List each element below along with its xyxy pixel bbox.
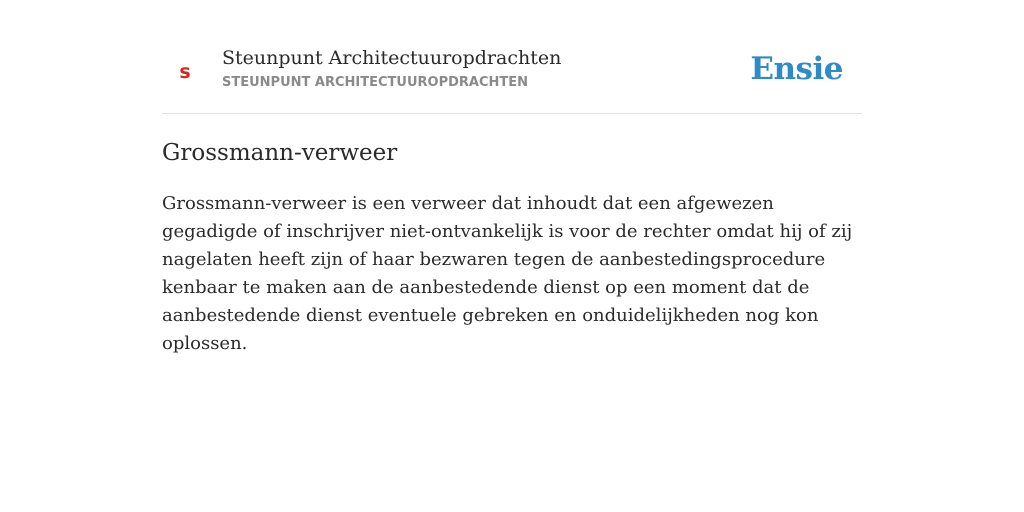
header bbox=[162, 38, 862, 114]
org-logo[interactable]: s bbox=[179, 61, 191, 83]
org-subtitle: STEUNPUNT ARCHITECTUUROPDRACHTEN bbox=[222, 75, 529, 90]
org-name-link[interactable]: Steunpunt Architectuuropdrachten bbox=[222, 47, 562, 69]
article-body: Grossmann-verweer is een verweer dat inhoudt dat een afgewezen gegadigde of inschrijver niet-ontvankelijk is voor de rechter omdat hij of zij nagelaten heeft zijn of haar bezwaren tegen de aanbestedingsprocedure kenbaar te maken aan de aanbestedende dienst op een moment dat de aanbestedende dienst eventuele gebreken en onduidelijkheden nog kon oplossen. bbox=[162, 193, 853, 354]
ensie-logo[interactable]: Ensie bbox=[750, 51, 843, 87]
article-title: Grossmann-verweer bbox=[162, 140, 398, 166]
